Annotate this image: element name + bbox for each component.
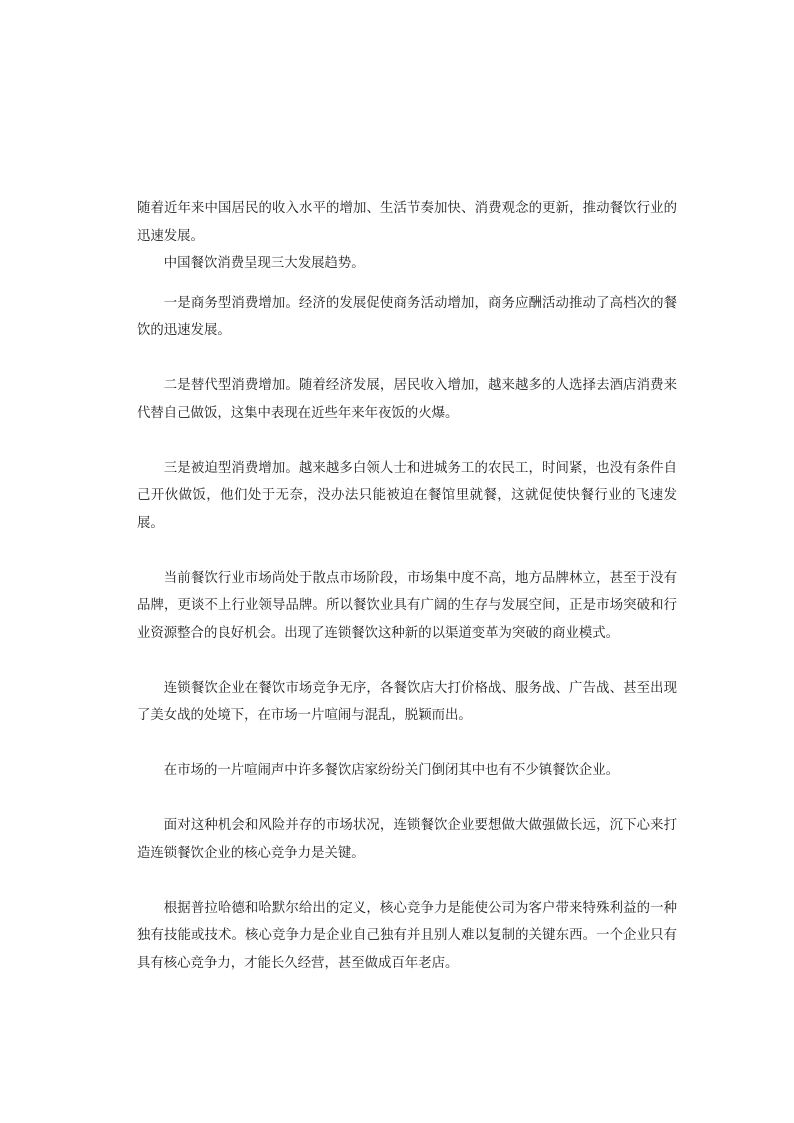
paragraph-market-stage: 当前餐饮行业市场尚处于散点市场阶段，市场集中度不高，地方品牌林立，甚至于没有品牌，更谈不上行业领导品牌。所以餐饮业具有广阔的生存与发展空间，正是市场突破和行业资源整合的良好机会。出现了连锁餐饮这种新的以渠道变革为突破的商业模式。 <box>137 570 677 641</box>
paragraph-chain-competition: 连锁餐饮企业在餐饮市场竞争无序，各餐饮店大打价格战、服务战、广告战、甚至出现了美女战的处境下，在市场一片喧闹与混乱，脱颖而出。 <box>137 680 677 723</box>
paragraph-core-competence-definition: 根据普拉哈德和哈默尔给出的定义，核心竞争力是能使公司为客户带来特殊利益的一种独有技能或技术。核心竞争力是企业自己独有并且别人难以复制的关键东西。一个企业只有具有核心竞争力，才能长久经营，甚至做成百年老店。 <box>137 900 677 971</box>
paragraph-intro: 随着近年来中国居民的收入水平的增加、生活节奏加快、消费观念的更新，推动餐饮行业的迅速发展。 <box>137 201 677 244</box>
paragraph-forced-consumption: 三是被迫型消费增加。越来越多白领人士和进城务工的农民工，时间紧，也没有条件自己开伙做饭，他们处于无奈，没办法只能被迫在餐馆里就餐，这就促使快餐行业的飞速发展。 <box>137 460 677 531</box>
paragraph-core-competence-key: 面对这种机会和风险并存的市场状况，连锁餐饮企业要想做大做强做长远，沉下心来打造连锁餐饮企业的核心竞争力是关键。 <box>137 818 677 861</box>
paragraph-substitute-consumption: 二是替代型消费增加。随着经济发展，居民收入增加，越来越多的人选择去酒店消费来代替自己做饭，这集中表现在近些年来年夜饭的火爆。 <box>137 378 677 421</box>
paragraph-closures: 在市场的一片喧闹声中许多餐饮店家纷纷关门倒闭其中也有不少镇餐饮企业。 <box>163 763 620 778</box>
document-body <box>137 195 677 1005</box>
paragraph-business-consumption: 一是商务型消费增加。经济的发展促使商务活动增加，商务应酬活动推动了高档次的餐饮的迅速发展。 <box>137 295 677 338</box>
paragraph-trends-heading: 中国餐饮消费呈现三大发展趋势。 <box>163 256 365 271</box>
